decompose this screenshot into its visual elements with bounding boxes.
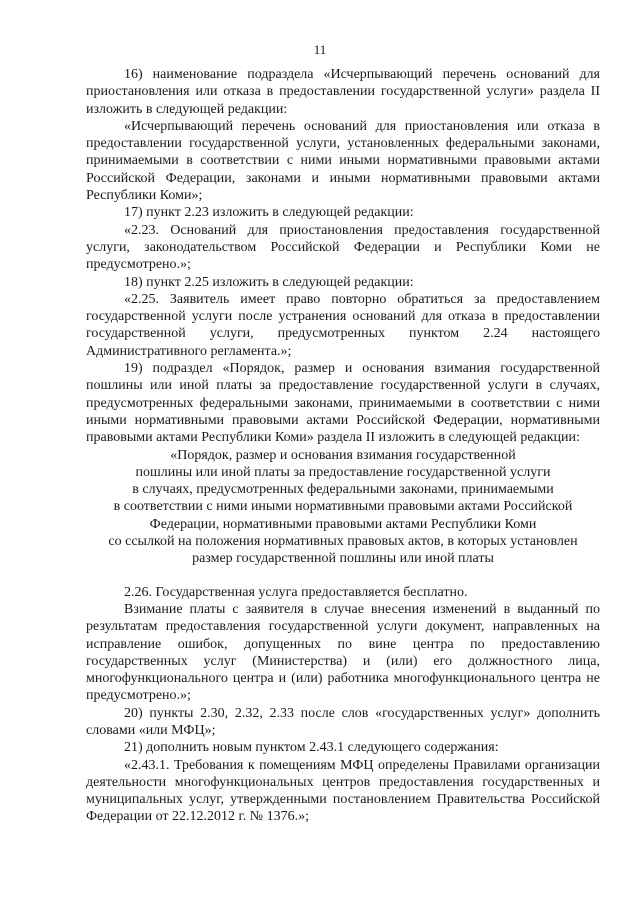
- subsection-heading-line: со ссылкой на положения нормативных правовых актов, в которых установлен: [108, 534, 578, 550]
- paragraph-item-17: 17) пункт 2.23 изложить в следующей редакции:: [124, 205, 414, 221]
- paragraph-quote-subsection-title: «Исчерпывающий перечень оснований для приостановления или отказа в предоставлении государственной услуги, установленных федеральными законами, принимаемыми в соответствии с ними иными нормативными правовыми актами Российской Федерации, законами и иными нормативными правовыми актами Республики Коми»;: [86, 118, 600, 204]
- subsection-heading-line: в случаях, предусмотренных федеральными законами, принимаемыми: [132, 482, 554, 498]
- document-body: [86, 66, 600, 826]
- paragraph-quote-2-23: «2.23. Оснований для приостановления предоставления государственной услуги, законодательством Российской Федерации и Республики Коми не предусмотрено.»;: [86, 222, 600, 273]
- subsection-heading-line: в соответствии с ними иными нормативными правовыми актами Российской: [113, 499, 573, 515]
- paragraph-item-21: 21) дополнить новым пунктом 2.43.1 следующего содержания:: [124, 740, 499, 756]
- paragraph-item-19: 19) подраздел «Порядок, размер и основания взимания государственной пошлины или иной платы за предоставление государственной услуги в случаях, предусмотренных федеральными законами, принимаемыми в соответствии с ними иными нормативными правовыми актами Российской Федерации, нормативными правовыми актами Республики Коми» раздела II изложить в следующей редакции:: [86, 361, 600, 446]
- paragraph-quote-2-25: «2.25. Заявитель имеет право повторно обратиться за предоставлением государственной услуги после устранения оснований для отказа в предоставлении государственной услуги, предусмотренных пунктом 2.24 настоящего Административного регламента.»;: [86, 291, 600, 359]
- paragraph-item-16: 16) наименование подраздела «Исчерпывающий перечень оснований для приостановления или отказа в предоставлении государственной услуги» раздела II изложить в следующей редакции:: [86, 67, 600, 117]
- page-number: 11: [313, 42, 327, 57]
- paragraph-item-20: 20) пункты 2.30, 2.32, 2.33 после слов «государственных услуг» дополнить словами «или МФЦ»;: [86, 705, 600, 738]
- subsection-heading-line: Федерации, нормативными правовыми актами Республики Коми: [149, 516, 537, 532]
- subsection-heading-line: размер государственной пошлины или иной платы: [192, 551, 494, 567]
- paragraph-fee-exemption: Взимание платы с заявителя в случае внесения изменений в выданный по результатам предоставления государственной услуги документ, направленных на исправление ошибок, допущенных по вине центра по предоставлению государственных услуг (Министерства) и (или) его должностного лица, многофункционального центра и (или) работника многофункционального центра не предусмотрено.»;: [86, 601, 600, 704]
- paragraph-quote-2-43-1: «2.43.1. Требования к помещениям МФЦ определены Правилами организации деятельности многофункциональных центров предоставления государственных и муниципальных услуг, утвержденными постановлением Правительства Российской Федерации от 22.12.2012 г. № 1376.»;: [86, 757, 600, 825]
- subsection-heading: [86, 447, 600, 568]
- subsection-heading-line: пошлины или иной платы за предоставление государственной услуги: [135, 464, 551, 480]
- subsection-heading-line: «Порядок, размер и основания взимания государственной: [170, 447, 516, 463]
- paragraph-2-26: 2.26. Государственная услуга предоставляется бесплатно.: [124, 584, 468, 600]
- blank-line: [86, 568, 600, 584]
- paragraph-item-18: 18) пункт 2.25 изложить в следующей редакции:: [124, 274, 414, 290]
